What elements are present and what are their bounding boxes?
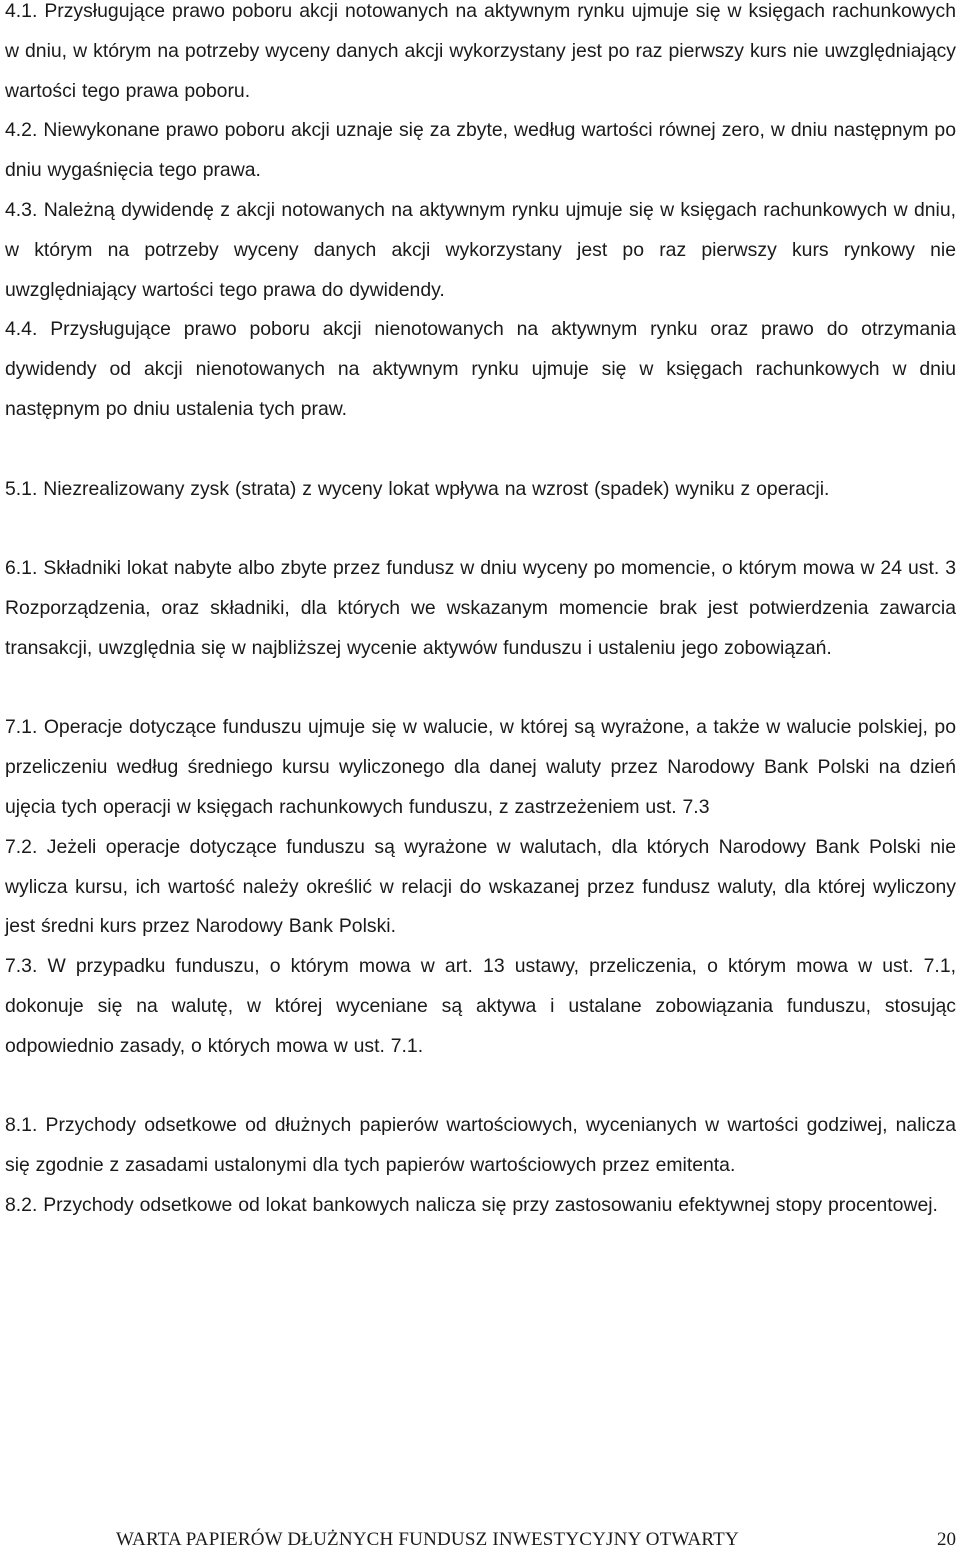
paragraph-4-2: 4.2. Niewykonane prawo poboru akcji uznaje się za zbyte, według wartości równej zero, w dniu następnym po dniu wygaśnięcia tego prawa. (5, 119, 956, 182)
paragraph-4-1: 4.1. Przysługujące prawo poboru akcji notowanych na aktywnym rynku ujmuje się w księgach rachunkowych w dniu, w którym na potrzeby wyceny danych akcji wykorzystany jest po raz pierwszy kurs nie uwzględniający wartości tego prawa poboru. (5, 0, 956, 102)
paragraph-spacer (5, 669, 956, 709)
paragraph-spacer (5, 1067, 956, 1107)
page-footer (116, 1527, 956, 1553)
paragraph-8-1: 8.1. Przychody odsetkowe od dłużnych papierów wartościowych, wycenianych w wartości godziwej, nalicza się zgodnie z zasadami ustalonymi dla tych papierów wartościowych przez emitenta. (5, 1114, 956, 1177)
paragraph-7-1: 7.1. Operacje dotyczące funduszu ujmuje się w walucie, w której są wyrażone, a także w walucie polskiej, po przeliczeniu według średniego kursu wyliczonego dla danej waluty przez Narodowy Bank Polski na dzień ujęcia tych operacji w księgach rachunkowych funduszu, z zastrzeżeniem ust. 7.3 (5, 716, 956, 818)
paragraph-8-2: 8.2. Przychody odsetkowe od lokat bankowych nalicza się przy zastosowaniu efektywnej stopy procentowej. (5, 1193, 938, 1216)
footer-title: WARTA PAPIERÓW DŁUŻNYCH FUNDUSZ INWESTYCYJNY OTWARTY (116, 1529, 739, 1550)
paragraph-7-3: 7.3. W przypadku funduszu, o którym mowa w art. 13 ustawy, przeliczenia, o którym mowa w ust. 7.1, dokonuje się na walutę, w której wyceniane są aktywa i ustalane zobowiązania funduszu, stosując odpowiednio zasady, o których mowa w ust. 7.1. (5, 955, 956, 1057)
paragraph-5-1: 5.1. Niezrealizowany zysk (strata) z wyceny lokat wpływa na wzrost (spadek) wyniku z operacji. (5, 477, 830, 500)
document-page (5, 0, 956, 1226)
paragraph-4-3: 4.3. Należną dywidendę z akcji notowanych na aktywnym rynku ujmuje się w księgach rachunkowych w dniu, w którym na potrzeby wyceny danych akcji wykorzystany jest po raz pierwszy kurs rynkowy nie uwzględniający wartości tego prawa do dywidendy. (5, 198, 956, 301)
paragraph-6-1: 6.1. Składniki lokat nabyte albo zbyte przez fundusz w dniu wyceny po momencie, o którym mowa w 24 ust. 3 Rozporządzenia, oraz składniki, dla których we wskazanym momencie brak jest potwierdzenia zawarcia transakcji, uwzględnia się w najbliższej wycenie aktywów funduszu i ustaleniu jego zobowiązań. (5, 557, 956, 659)
paragraph-7-2: 7.2. Jeżeli operacje dotyczące funduszu są wyrażone w walutach, dla których Narodowy Bank Polski nie wylicza kursu, ich wartość należy określić w relacji do wskazanej przez fundusz waluty, dla której wyliczony jest średni kurs przez Narodowy Bank Polski. (5, 835, 956, 938)
page-number: 20 (937, 1529, 956, 1550)
paragraph-spacer (5, 509, 956, 549)
paragraph-spacer (5, 430, 956, 470)
paragraph-4-4: 4.4. Przysługujące prawo poboru akcji nienotowanych na aktywnym rynku oraz prawo do otrzymania dywidendy od akcji nienotowanych na aktywnym rynku ujmuje się w księgach rachunkowych w dniu następnym po dniu ustalenia tych praw. (5, 318, 956, 420)
